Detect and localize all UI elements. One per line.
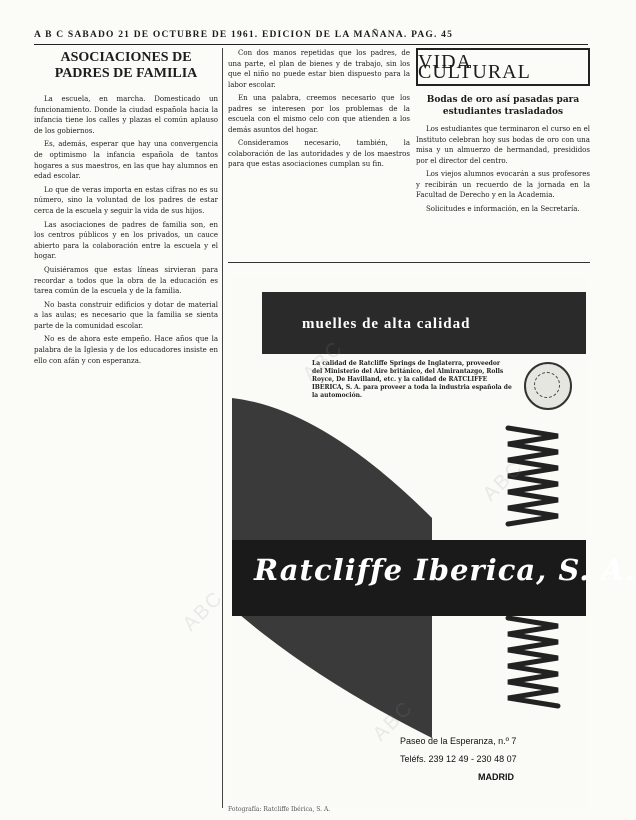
paragraph: Con dos manos repetidas que los padres, de una parte, el plan de bienes y de trabajo, sin los que el niño no puede estar bien dispuesto para la labor escolar. bbox=[228, 49, 410, 89]
ad-description: La calidad de Ratcliffe Springs de Inglaterra, proveedor del Ministerio del Aire británico, del Almirantazgo, Rolls Royce, De Havilland, etc. y la calidad de RATCLIFFE IBERICA, S. A. para proveer a toda la industria española de la automoción. bbox=[312, 360, 512, 399]
paragraph: Consideramos necesario, también, la colaboración de las autoridades y de los maestros para que estas asociaciones cumplan su fin. bbox=[228, 139, 410, 168]
paragraph: No es de ahora este empeño. Hace años que la palabra de la Iglesia y de los educadores insiste en ello con afán y con esperanza. bbox=[34, 335, 218, 365]
paragraph: Es, además, esperar que hay una convergencia de optimismo la infancia española de tantos hogares a sus maestros, en las que hay alumnos en edad escolar. bbox=[34, 140, 218, 181]
section-divider bbox=[228, 262, 590, 263]
column-divider bbox=[222, 48, 223, 808]
article-continuation bbox=[228, 48, 410, 246]
address: Paseo de la Esperanza, n.º 7 bbox=[400, 736, 517, 746]
paragraph: La escuela, en marcha. Domesticado un funcionamiento. Donde la ciudad española hacia la infancia tiene los calles y plazas el común aplauso de los gobiernos. bbox=[34, 95, 218, 135]
city: MADRID bbox=[478, 772, 514, 782]
ratcliffe-advertisement bbox=[232, 278, 636, 808]
ad-contact bbox=[400, 732, 580, 786]
article-asociaciones bbox=[34, 48, 218, 808]
article-title: ASOCIACIONES DE PADRES DE FAMILIA bbox=[54, 50, 198, 81]
section-title-box: VIDA CULTURAL bbox=[416, 48, 590, 86]
page-footer: Fotografía: Ratcliffe Ibérica, S. A. bbox=[228, 806, 331, 813]
paragraph: En una palabra, creemos necesario que los padres se interesen por los problemas de la escuela con el mismo celo con que atienden a los demás asuntos del hogar. bbox=[228, 94, 410, 134]
brand-name: Ratcliffe Iberica, S. A. bbox=[254, 553, 636, 587]
watermark: ABC bbox=[178, 586, 228, 636]
phone-numbers: Teléfs. 239 12 49 - 230 48 07 bbox=[400, 754, 517, 764]
paragraph: Solicitudes e información, en la Secretaría. bbox=[426, 204, 580, 213]
paragraph: Quisiéramos que estas líneas sirvieran para recordar a todos que la obra de la educación es tarea común de la escuela y de la familia. bbox=[34, 265, 218, 296]
paragraph: Lo que de veras importa en estas cifras no es su número, sino la voluntad de los padres de estar cerca de la escuela y seguir la vida de sus hijos. bbox=[34, 185, 218, 215]
page-header: A B C SABADO 21 DE OCTUBRE DE 1961. EDICION DE LA MAÑANA. PAG. 45 bbox=[34, 30, 588, 45]
paragraph: No basta construir edificios y dotar de material a las aulas; es necesario que la familia se sienta parte de la comunidad escolar. bbox=[34, 300, 218, 330]
paragraph: Los viejos alumnos evocarán a sus profesores y recibirán un recuerdo de la jornada en la Facultad de Derecho y en la Academia. bbox=[416, 170, 590, 199]
paragraph: Los estudiantes que terminaron el curso en el Instituto celebran hoy sus bodas de oro con una misa y un almuerzo de hermandad, presididos por el director del centro. bbox=[416, 125, 590, 165]
section-subheading: Bodas de oro así pasadas para estudiantes trasladados bbox=[426, 95, 580, 117]
paragraph: Las asociaciones de padres de familia son, en los centros públicos y en los privados, un cauce abierto para la colaboración entre la escuela y el hogar. bbox=[34, 220, 218, 261]
ad-heading: muelles de alta calidad bbox=[302, 316, 471, 332]
vida-cultural-section bbox=[416, 48, 590, 270]
